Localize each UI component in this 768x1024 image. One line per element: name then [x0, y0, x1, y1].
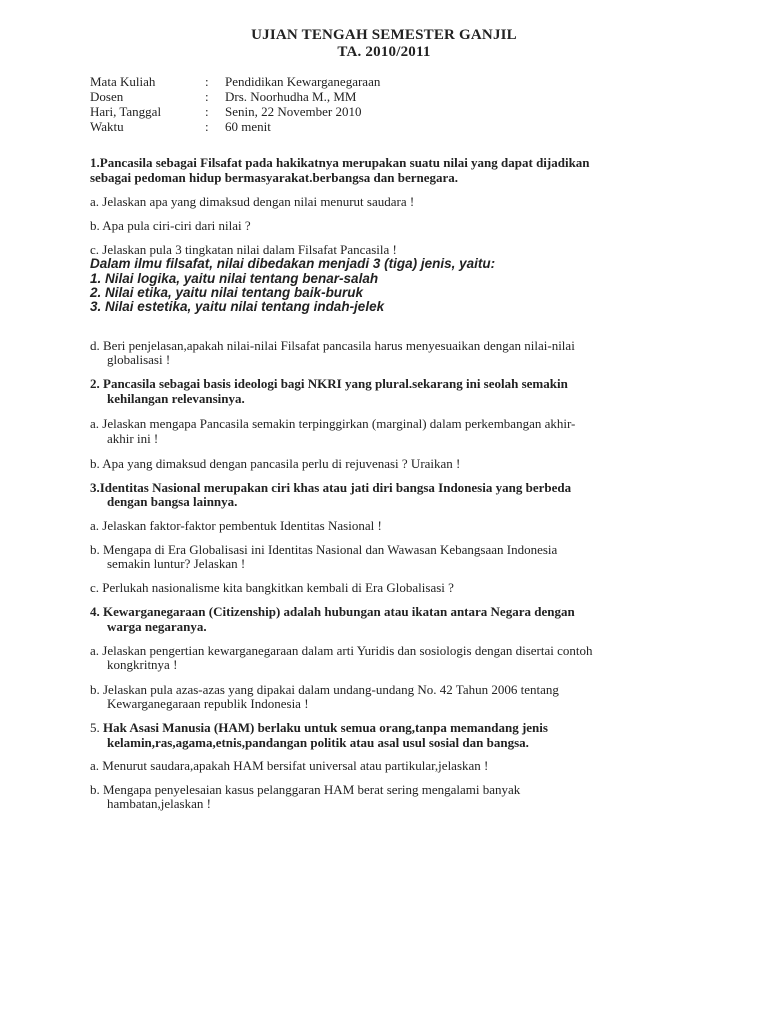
question-4b: b. Jelaskan pula azas-azas yang dipakai dalam undang-undang No. 42 Tahun 2006 tentang: [90, 682, 559, 697]
answer-item-1: 1. Nilai logika, yaitu nilai tentang benar-salah: [90, 271, 379, 286]
info-separator: :: [205, 74, 209, 89]
answer-item-2: 2. Nilai etika, yaitu nilai tentang baik-buruk: [90, 285, 364, 300]
question-2a: a. Jelaskan mengapa Pancasila semakin terpinggirkan (marginal) dalam perkembangan akhir-: [90, 416, 576, 431]
info-value: Pendidikan Kewarganegaraan: [225, 74, 381, 89]
question-2b: b. Apa yang dimaksud dengan pancasila perlu di rejuvenasi ? Uraikan !: [90, 456, 461, 471]
question-5-statement: [90, 720, 548, 736]
question-3-statement-cont: dengan bangsa lainnya.: [107, 494, 238, 509]
question-5b: b. Mengapa penyelesaian kasus pelanggaran HAM berat sering mengalami banyak: [90, 782, 521, 797]
info-separator: :: [205, 119, 209, 134]
info-value: Senin, 22 November 2010: [225, 104, 362, 119]
question-3b: b. Mengapa di Era Globalisasi ini Identitas Nasional dan Wawasan Kebangsaan Indonesia: [90, 542, 558, 557]
info-value: 60 menit: [225, 119, 271, 134]
info-label: Dosen: [90, 89, 124, 104]
question-4-statement-cont: warga negaranya.: [107, 619, 207, 634]
question-4a-cont: kongkritnya !: [107, 657, 178, 672]
question-3-statement: 3.Identitas Nasional merupakan ciri khas atau jati diri bangsa Indonesia yang berbeda: [90, 480, 572, 495]
answer-intro: Dalam ilmu filsafat, nilai dibedakan menjadi 3 (tiga) jenis, yaitu:: [90, 256, 496, 271]
question-1d: d. Beri penjelasan,apakah nilai-nilai Filsafat pancasila harus menyesuaikan dengan nilai-nilai: [90, 338, 575, 353]
question-1-statement: 1.Pancasila sebagai Filsafat pada hakikatnya merupakan suatu nilai yang dapat dijadikan: [90, 155, 590, 170]
question-2a-cont: akhir ini !: [107, 431, 159, 446]
exam-title: UJIAN TENGAH SEMESTER GANJIL: [251, 27, 517, 43]
question-1c: c. Jelaskan pula 3 tingkatan nilai dalam Filsafat Pancasila !: [90, 242, 397, 257]
question-4-statement: 4. Kewarganegaraan (Citizenship) adalah hubungan atau ikatan antara Negara dengan: [90, 604, 575, 619]
question-5b-cont: hambatan,jelaskan !: [107, 796, 211, 811]
question-3b-cont: semakin luntur? Jelaskan !: [107, 556, 246, 571]
academic-year: TA. 2010/2011: [337, 44, 431, 60]
question-2-statement: 2. Pancasila sebagai basis ideologi bagi NKRI yang plural.sekarang ini seolah semakin: [90, 376, 568, 391]
question-4a: a. Jelaskan pengertian kewarganegaraan dalam arti Yuridis dan sosiologis dengan disertai contoh: [90, 643, 593, 658]
question-1a: a. Jelaskan apa yang dimaksud dengan nilai menurut saudara !: [90, 194, 415, 209]
question-1b: b. Apa pula ciri-ciri dari nilai ?: [90, 218, 251, 233]
question-1d-cont: globalisasi !: [107, 352, 171, 367]
info-label: Hari, Tanggal: [90, 104, 162, 119]
question-2-statement-cont: kehilangan relevansinya.: [107, 391, 245, 406]
question-1-statement-cont: sebagai pedoman hidup bermasyarakat.berbangsa dan bernegara.: [90, 170, 459, 185]
question-5-statement-cont: kelamin,ras,agama,etnis,pandangan politik atau asal usul sosial dan bangsa.: [107, 735, 529, 750]
info-separator: :: [205, 104, 209, 119]
question-3a: a. Jelaskan faktor-faktor pembentuk Identitas Nasional !: [90, 518, 382, 533]
question-5-text: Hak Asasi Manusia (HAM) berlaku untuk semua orang,tanpa memandang jenis: [103, 720, 548, 735]
question-5a: a. Menurut saudara,apakah HAM bersifat universal atau partikular,jelaskan !: [90, 758, 489, 773]
question-4b-cont: Kewarganegaraan republik Indonesia !: [107, 696, 309, 711]
info-label: Mata Kuliah: [90, 74, 156, 89]
question-3c: c. Perlukah nasionalisme kita bangkitkan kembali di Era Globalisasi ?: [90, 580, 454, 595]
info-value: Drs. Noorhudha M., MM: [225, 89, 357, 104]
answer-item-3: 3. Nilai estetika, yaitu nilai tentang indah-jelek: [90, 299, 385, 314]
question-5-number: 5.: [90, 720, 100, 735]
info-separator: :: [205, 89, 209, 104]
info-label: Waktu: [90, 119, 124, 134]
